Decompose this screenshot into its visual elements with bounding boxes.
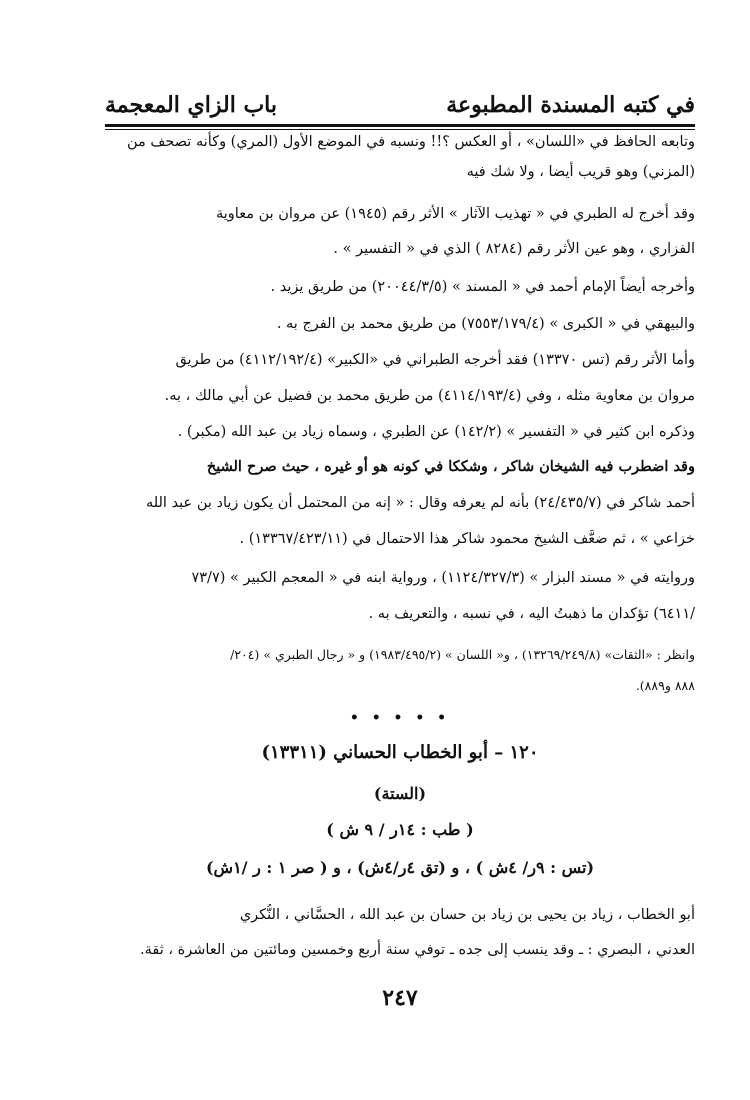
entry-bio-line: العدني ، البصري : ـ وقد ينسب إلى جده ـ توفي سنة أربع وخمسين ومائتين من العاشرة ، ثقة.: [140, 942, 695, 958]
entry-bio-line: أبو الخطاب ، زياد بن يحيى بن زياد بن حسان بن عبد الله ، الحسَّاني ، النُّكري: [239, 907, 695, 923]
footnote-line: وانظر : «الثقات» (١٣٢٦٩/٢٤٩/٨) ، و« اللسان » (١٩٨٣/٤٩٥/٢) و « رجال الطبري » (٢٠٤/: [230, 647, 695, 662]
footnote-line: ٨٨٨ و٨٨٩).: [635, 678, 695, 693]
body-line: أحمد شاكر في (٢٤/٤٣٥/٧) بأنه لم يعرفه وقال : « إنه من المحتمل أن يكون زياد بن عبد الله: [145, 495, 695, 511]
body-line: وذكره ابن كثير في « التفسير » (١٤٢/٢) عن الطبري ، وسماه زياد بن عبد الله (مكبر) .: [177, 424, 695, 440]
body-line: وتابعه الحافظ في «اللسان» ، أو العكس ؟!! ونسبه في الموضع الأول (المري) وكأنه تصحف من: [126, 134, 695, 150]
header-rule-thin: [105, 129, 695, 130]
header-chapter-title: باب الزاي المعجمة: [105, 92, 278, 118]
section-separator: • • • • •: [349, 710, 451, 726]
body-line: وقد أخرج له الطبري في « تهذيب الآثار » الأثر رقم (١٩٤٥) عن مروان بن معاوية: [215, 206, 695, 222]
entry-reference-secondary: (تس : ٩ر/ ٤ش ) ، و (تق ٤ر/٤ش) ، و ( صر ١ : ر /١ش): [205, 858, 595, 877]
body-line: وروايته في « مسند البزار » (١١٢٤/٣٢٧/٣) ، ورواية ابنه في « المعجم الكبير » (٧٣/٧: [191, 570, 695, 586]
body-line: والبيهقي في « الكبرى » (٧٥٥٣/١٧٩/٤) من طريق محمد بن الفرج به .: [276, 316, 695, 332]
body-line: مروان بن معاوية مثله ، وفي (٤١١٤/١٩٣/٤) من طريق محمد بن فضيل عن أبي مالك ، به.: [164, 388, 695, 404]
body-line: خزاعي » ، ثم ضعَّف الشيخ محمود شاكر هذا الاحتمال في (١٣٣٦٧/٤٢٣/١١) .: [239, 531, 695, 547]
body-line: وأما الأثر رقم (تس ١٣٣٧٠) فقد أخرجه الطبراني في «الكبير» (٤١١٢/١٩٢/٤) من طريق: [175, 352, 695, 368]
body-line: وقد اضطرب فيه الشيخان شاكر ، وشككا في كونه هو أو غيره ، حيث صرح الشيخ: [206, 458, 695, 475]
body-line: وأخرجه أيضاً الإمام أحمد في « المسند » (٢٠٠٤٤/٣/٥) من طريق يزيد .: [270, 279, 695, 295]
body-line: (المزني) وهو قريب أيضا ، ولا شك فيه: [466, 164, 695, 180]
header-book-title: في كتبه المسندة المطبوعة: [446, 92, 695, 118]
body-line: /٦٤١١) تؤكدان ما ذهبتُ اليه ، في نسبه ، والتعريف به .: [368, 606, 695, 622]
entry-tag: (الستة): [373, 784, 427, 803]
page-header: [105, 78, 695, 118]
header-rule-thick: [105, 124, 695, 127]
page-number: ٢٤٧: [382, 985, 418, 1011]
entry-reference-primary: ( طب : ١٤ر / ٩ ش ): [326, 820, 474, 839]
entry-title: ١٢٠ – أبو الخطاب الحساني (١٣٣١١): [261, 742, 539, 763]
body-line: الفزاري ، وهو عين الأثر رقم (٨٢٨٤ ) الذي في « التفسير » .: [333, 241, 695, 257]
